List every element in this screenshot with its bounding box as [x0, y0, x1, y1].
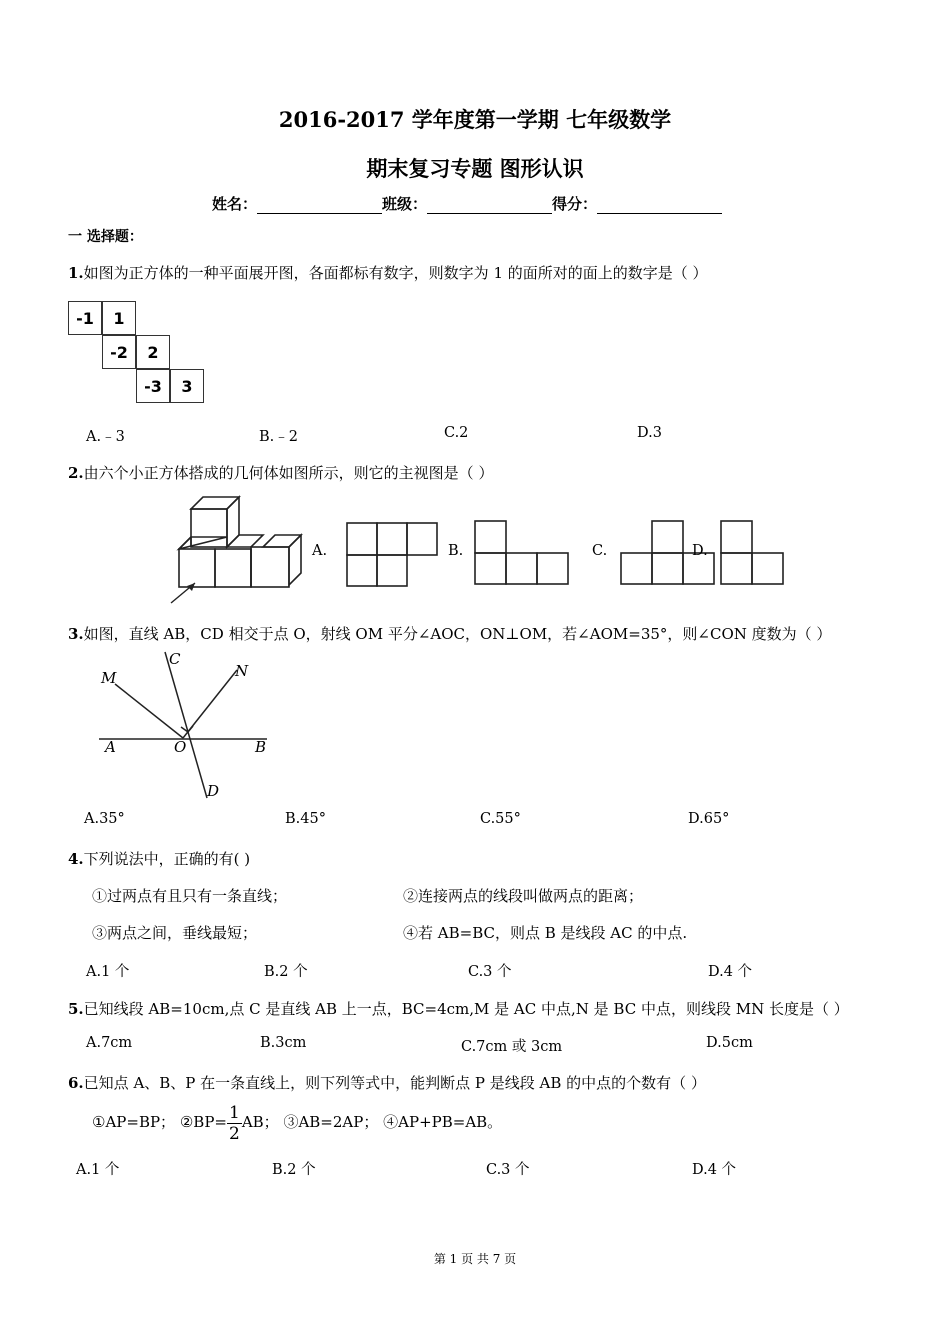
question-5: [68, 998, 849, 1019]
question-3: [68, 623, 831, 644]
label-b: B: [255, 738, 267, 756]
question-text: 如图，直线 AB，CD 相交于点 O，射线 OM 平分∠AOC，ON⊥OM，若∠AOM=35°，则∠CON 度数为（ ）: [83, 625, 832, 643]
option-d-figure[interactable]: [720, 520, 786, 586]
label-c: C: [169, 650, 181, 668]
equation-2-prefix: ②BP=: [179, 1113, 227, 1131]
option-d[interactable]: D.: [692, 543, 708, 559]
option-a[interactable]: A.1 个: [86, 964, 130, 980]
option-b[interactable]: B.2 个: [264, 964, 308, 980]
net-cell: -3: [136, 369, 170, 403]
net-cell: 3: [170, 369, 204, 403]
class-label: 班级：: [382, 195, 428, 213]
page-subtitle: 期末复习专题 图形认识: [366, 156, 584, 181]
net-cell: 2: [136, 335, 170, 369]
class-blank[interactable]: [427, 213, 552, 214]
cube-net-figure: [68, 301, 208, 405]
option-d[interactable]: D.65°: [688, 811, 730, 827]
equation-4: ④AP+PB=AB。: [383, 1113, 503, 1131]
cube-solid-figure: [165, 495, 315, 607]
section-title: 一 选择题：: [68, 229, 143, 245]
question-4: [68, 848, 250, 869]
fraction-denominator: 2: [228, 1123, 240, 1144]
option-b-figure[interactable]: [474, 520, 570, 586]
option-c[interactable]: C.3 个: [486, 1162, 530, 1178]
option-b[interactable]: B.3cm: [260, 1035, 307, 1051]
score-blank[interactable]: [597, 213, 722, 214]
option-c[interactable]: C.7cm 或 3cm: [461, 1039, 563, 1055]
score-label: 得分：: [552, 195, 598, 213]
question-6: [68, 1072, 706, 1093]
page-footer: 第 1 页 共 7 页: [433, 1252, 517, 1266]
name-blank[interactable]: [257, 213, 382, 214]
question-number: 2.: [68, 464, 84, 482]
equation-3: ③AB=2AP；: [283, 1113, 379, 1131]
option-a[interactable]: A.7cm: [86, 1035, 133, 1051]
option-a[interactable]: A.1 个: [76, 1162, 120, 1178]
angle-figure: [95, 648, 275, 804]
equation-2-suffix: AB；: [241, 1113, 279, 1131]
name-label: 姓名：: [212, 195, 258, 213]
label-n: N: [235, 662, 249, 680]
option-a[interactable]: A.35°: [84, 811, 125, 827]
option-b[interactable]: B.: [448, 543, 464, 559]
label-o: O: [174, 738, 187, 756]
label-a: A: [105, 738, 116, 756]
page-title: 2016-2017 学年度第一学期 七年级数学: [278, 107, 672, 132]
option-c[interactable]: C.2: [444, 425, 469, 441]
label-m: M: [101, 669, 117, 687]
option-c[interactable]: C.3 个: [468, 964, 512, 980]
option-d[interactable]: D.5cm: [706, 1035, 753, 1051]
option-b[interactable]: B.2 个: [272, 1162, 316, 1178]
option-a[interactable]: A.﹣3: [86, 429, 125, 445]
fraction-numerator: 1: [228, 1102, 240, 1123]
option-c[interactable]: C.55°: [480, 811, 521, 827]
statement-3: ③两点之间，垂线最短；: [92, 924, 258, 942]
question-number: 6.: [68, 1074, 84, 1092]
fraction-half: [227, 1103, 242, 1144]
net-cell: -2: [102, 335, 136, 369]
statement-4: ④若 AB=BC，则点 B 是线段 AC 的中点.: [403, 924, 688, 942]
question-number: 1.: [68, 264, 84, 282]
equation-1: ①AP=BP；: [92, 1113, 176, 1131]
option-d[interactable]: D.3: [637, 425, 662, 441]
label-d: D: [207, 782, 220, 800]
statement-2: ②连接两点的线段叫做两点的距离；: [403, 887, 644, 905]
option-d[interactable]: D.4 个: [708, 964, 753, 980]
question-text: 下列说法中，正确的有( ): [83, 850, 251, 868]
student-info-row: [212, 193, 722, 214]
question-number: 4.: [68, 850, 84, 868]
question-1: [68, 262, 708, 283]
net-cell: -1: [68, 301, 102, 335]
option-d[interactable]: D.4 个: [692, 1162, 737, 1178]
statement-1: ①过两点有且只有一条直线；: [92, 887, 288, 905]
question-text: 由六个小正方体搭成的几何体如图所示，则它的主视图是（ ）: [83, 464, 494, 482]
option-b[interactable]: B.﹣2: [259, 429, 298, 445]
question-number: 5.: [68, 1000, 84, 1018]
option-b[interactable]: B.45°: [285, 811, 326, 827]
net-cell: 1: [102, 301, 136, 335]
question-text: 如图为正方体的一种平面展开图，各面都标有数字，则数字为 1 的面所对的面上的数字是（ ）: [83, 264, 708, 282]
question-number: 3.: [68, 625, 84, 643]
question-2: [68, 462, 493, 483]
option-c[interactable]: C.: [592, 543, 608, 559]
option-a[interactable]: A.: [312, 543, 328, 559]
question-text: 已知点 A、B、P 在一条直线上，则下列等式中，能判断点 P 是线段 AB 的中点的个数有（ ）: [83, 1074, 706, 1092]
equation-row: [92, 1102, 502, 1144]
question-text: 已知线段 AB=10cm,点 C 是直线 AB 上一点，BC=4cm,M 是 AC 中点,N 是 BC 中点，则线段 MN 长度是（ ）: [83, 1000, 849, 1018]
option-a-figure[interactable]: [346, 522, 440, 588]
